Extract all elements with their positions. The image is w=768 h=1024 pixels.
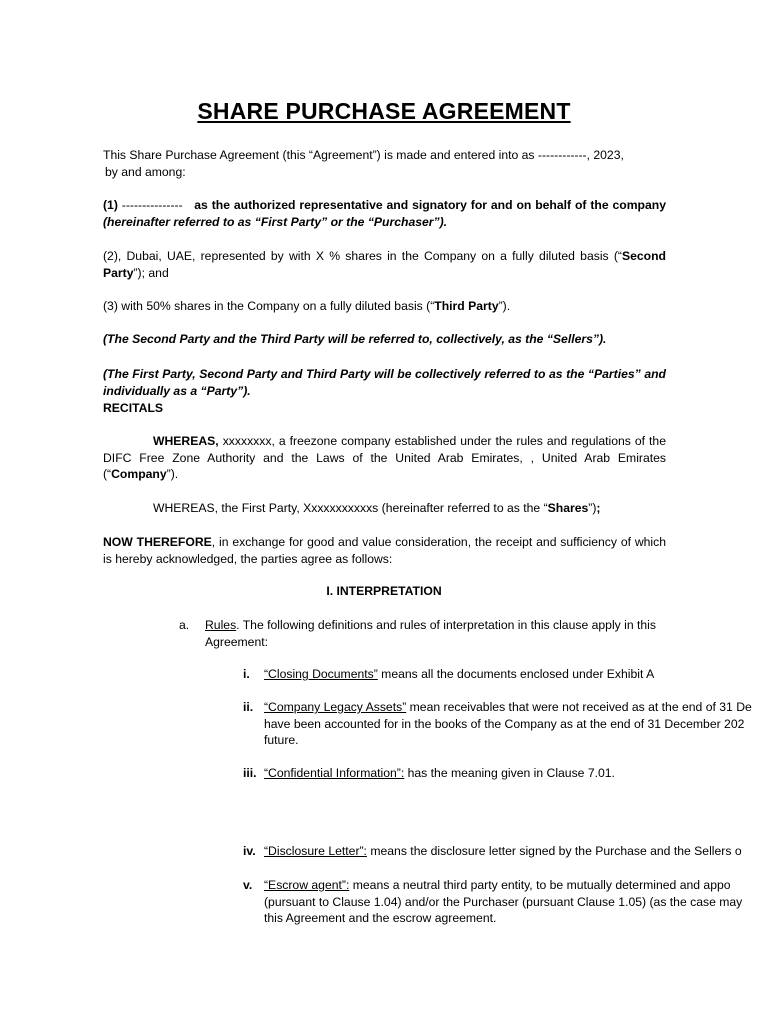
definition-line: mean receivables that were not received as at the end of 31 De bbox=[406, 700, 752, 714]
recitals-heading: RECITALS bbox=[103, 401, 164, 415]
sellers-note: (The Second Party and the Third Party will be referred to, collectively, as the “Sellers”). bbox=[103, 332, 607, 346]
whereas-1-defined-term: Company bbox=[111, 467, 167, 481]
now-therefore-text: , in exchange for good and value consideration, the receipt and sufficiency of which is hereby acknowledged, the parties agree as follows: bbox=[103, 535, 666, 566]
definition-term: “Escrow agent”: bbox=[264, 878, 350, 892]
party-1-number: (1) bbox=[103, 198, 118, 212]
definition-text bbox=[264, 699, 752, 749]
section-heading-interpretation: I. INTERPRETATION bbox=[326, 584, 442, 598]
whereas-2-semicolon: ; bbox=[596, 501, 601, 515]
definition-term: “Confidential Information”: bbox=[264, 766, 405, 780]
intro-line-2: by and among: bbox=[105, 164, 186, 179]
party-1-text: as the authorized representative and signatory for and on behalf of the company bbox=[194, 198, 666, 212]
definition-marker: ii. bbox=[243, 700, 254, 714]
definition-text bbox=[264, 877, 742, 927]
now-therefore-paragraph bbox=[103, 534, 666, 567]
whereas-2-text: , the First Party, Xxxxxxxxxxxs (hereinafter referred to as the “ bbox=[214, 501, 548, 515]
definition-marker: iii. bbox=[243, 766, 257, 780]
definition-marker: v. bbox=[243, 878, 253, 892]
definition-line: (pursuant to Clause 1.04) and/or the Purchaser (pursuant Clause 1.05) (as the case may bbox=[264, 894, 743, 909]
party-2-paragraph bbox=[103, 248, 666, 281]
definition-line: means a neutral third party entity, to be mutually determined and appo bbox=[349, 878, 731, 892]
definition-marker: i. bbox=[243, 667, 250, 681]
whereas-2-defined-term: Shares bbox=[547, 501, 589, 515]
clause-a-term: Rules bbox=[205, 618, 237, 632]
intro-paragraph bbox=[103, 147, 666, 180]
definition-line: this Agreement and the escrow agreement. bbox=[264, 911, 497, 925]
whereas-1-keyword: WHEREAS, bbox=[153, 434, 219, 448]
clause-a-text bbox=[205, 617, 665, 650]
whereas-2-paragraph bbox=[103, 500, 666, 517]
definition-line: future. bbox=[264, 733, 299, 747]
whereas-1-text-end: ”). bbox=[166, 467, 179, 481]
party-2-text-end: ”); and bbox=[133, 265, 169, 280]
definition-line: have been accounted for in the books of the Company as at the end of 31 December 202 bbox=[264, 716, 745, 731]
party-3-defined-term: Third Party bbox=[434, 299, 499, 313]
whereas-1-text: xxxxxxxx, a freezone company established under the rules and regulations of the DIFC Free Zone Authority and the Laws of the United Arab Emirates, , United Arab Emirates (“ bbox=[103, 434, 666, 481]
definition-text bbox=[264, 843, 742, 860]
definition-term: “Disclosure Letter”: bbox=[264, 844, 367, 858]
parties-note: (The First Party, Second Party and Third Party will be collectively referred to as the “Parties” and individually as a “Party”). bbox=[103, 367, 666, 398]
party-3-text: (3) with 50% shares in the Company on a fully diluted basis (“ bbox=[103, 299, 435, 313]
party-3-paragraph bbox=[103, 298, 666, 315]
definition-term: “Closing Documents” bbox=[264, 667, 378, 681]
party-1-paragraph bbox=[103, 197, 666, 230]
definition-line: has the meaning given in Clause 7.01. bbox=[404, 766, 615, 780]
party-3-text-end: ”). bbox=[498, 299, 511, 313]
definition-text bbox=[264, 666, 654, 683]
party-2-defined-term: Second Party bbox=[103, 249, 666, 280]
document-title: SHARE PURCHASE AGREEMENT bbox=[197, 98, 571, 124]
definition-line: means the disclosure letter signed by the Purchase and the Sellers o bbox=[366, 844, 742, 858]
intro-line-1: This Share Purchase Agreement (this “Agreement”) is made and entered into as ------------, 2023, bbox=[103, 148, 624, 162]
whereas-2-keyword: WHEREAS bbox=[153, 501, 215, 515]
party-2-text: (2), Dubai, UAE, represented by with X % shares in the Company on a fully diluted basis (“ bbox=[103, 249, 622, 263]
whereas-1-paragraph bbox=[103, 433, 666, 483]
clause-a-body: . The following definitions and rules of interpretation in this clause apply in this Agreement: bbox=[205, 618, 656, 649]
now-therefore-keyword: NOW THEREFORE bbox=[103, 535, 212, 549]
definition-line: means all the documents enclosed under Exhibit A bbox=[377, 667, 655, 681]
definition-marker: iv. bbox=[243, 844, 256, 858]
whereas-2-text-end: ”) bbox=[588, 501, 597, 515]
party-1-reference: (hereinafter referred to as “First Party” or the “Purchaser”). bbox=[103, 214, 448, 229]
definition-term: “Company Legacy Assets” bbox=[264, 700, 407, 714]
party-1-placeholder: --------------- bbox=[121, 198, 183, 212]
clause-a-marker: a. bbox=[179, 618, 190, 632]
definition-text bbox=[264, 765, 615, 782]
